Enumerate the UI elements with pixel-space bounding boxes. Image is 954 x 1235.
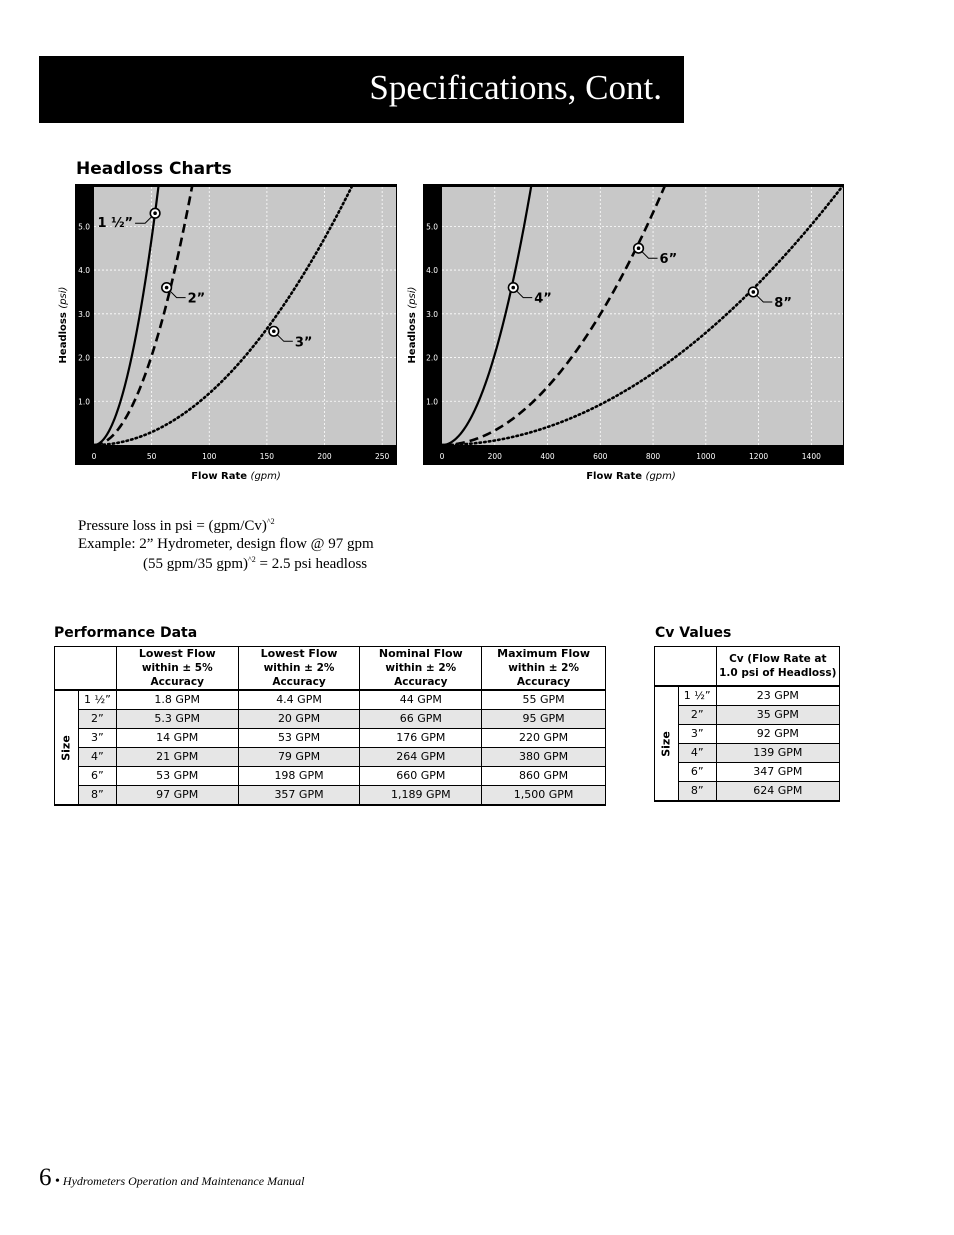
x-tick-label: 1200 bbox=[749, 452, 769, 461]
header-subtitle: (Flow Rate at bbox=[743, 653, 827, 665]
cv-heading: Cv Values bbox=[655, 625, 732, 641]
header-subtitle: within ± 2% Accuracy bbox=[385, 662, 457, 688]
y-tick-label: 3.0 bbox=[78, 309, 90, 319]
series-label: 3” bbox=[294, 335, 313, 351]
plot-area bbox=[442, 187, 843, 445]
header-cv bbox=[716, 647, 839, 687]
performance-heading: Performance Data bbox=[54, 625, 198, 641]
y-axis-label bbox=[407, 287, 418, 364]
table-row bbox=[655, 763, 840, 782]
header-cv-line-1 bbox=[717, 652, 839, 666]
value-cell: 198 GPM bbox=[238, 767, 360, 786]
series-label: 4” bbox=[534, 291, 552, 307]
value-cell: 23 GPM bbox=[716, 686, 839, 706]
y-tick-label: 5.0 bbox=[426, 222, 438, 232]
y-tick-label: 2.0 bbox=[426, 353, 438, 363]
size-column bbox=[55, 690, 79, 805]
x-tick-label: 250 bbox=[375, 452, 390, 461]
footer bbox=[39, 1164, 304, 1192]
footer-text: Hydrometers Operation and Maintenance Manual bbox=[59, 1174, 305, 1188]
footer-separator: • bbox=[51, 1174, 60, 1189]
y-tick-label: 3.0 bbox=[426, 309, 438, 319]
x-tick-label: 400 bbox=[540, 452, 555, 461]
value-cell: 97 GPM bbox=[116, 786, 238, 806]
series-marker-center bbox=[153, 211, 157, 215]
header-subtitle: within ± 2% Accuracy bbox=[508, 662, 579, 688]
table-row bbox=[55, 710, 606, 729]
x-tick-label: 50 bbox=[146, 452, 157, 461]
x-tick-label: 0 bbox=[91, 452, 97, 461]
header-title: Maximum Flow bbox=[497, 647, 590, 660]
value-cell: 53 GPM bbox=[116, 767, 238, 786]
value-cell: 79 GPM bbox=[238, 748, 360, 767]
y-axis-unit: (psi) bbox=[407, 286, 418, 309]
value-cell: 95 GPM bbox=[482, 710, 606, 729]
value-cell: 53 GPM bbox=[238, 729, 360, 748]
y-tick-label: 4.0 bbox=[78, 266, 90, 276]
header-nominal-flow bbox=[360, 647, 482, 691]
size-cell: 4” bbox=[78, 748, 116, 767]
series-marker-center bbox=[511, 286, 515, 290]
header-title: Lowest Flow bbox=[138, 647, 216, 660]
value-cell: 380 GPM bbox=[482, 748, 606, 767]
table-row bbox=[655, 744, 840, 763]
value-cell: 357 GPM bbox=[238, 786, 360, 806]
value-cell: 66 GPM bbox=[360, 710, 482, 729]
headloss-heading: Headloss Charts bbox=[76, 159, 232, 179]
page-title: Specifications, Cont. bbox=[369, 68, 662, 107]
y-tick-label: 5.0 bbox=[78, 222, 90, 232]
value-cell: 660 GPM bbox=[360, 767, 482, 786]
value-cell: 20 GPM bbox=[238, 710, 360, 729]
series-label: 6” bbox=[659, 252, 678, 268]
size-cell: 3” bbox=[78, 729, 116, 748]
x-tick-label: 200 bbox=[317, 452, 332, 461]
x-tick-label: 0 bbox=[439, 452, 445, 461]
x-tick-label: 800 bbox=[645, 452, 661, 461]
y-tick-label: 4.0 bbox=[426, 266, 438, 276]
x-tick-label: 600 bbox=[593, 452, 608, 461]
header-cv-line-2: 1.0 psi of Headloss) bbox=[719, 667, 837, 679]
header-blank-cell bbox=[55, 647, 117, 691]
series-marker-center bbox=[752, 290, 756, 294]
formula-line-3-text: (55 gpm/35 gpm) bbox=[143, 556, 248, 572]
y-axis-title: Headloss bbox=[58, 308, 69, 364]
size-cell: 8” bbox=[678, 782, 716, 802]
header-title: Cv bbox=[729, 653, 744, 665]
size-cell: 2” bbox=[678, 706, 716, 725]
y-tick-label: 2.0 bbox=[78, 353, 90, 363]
value-cell: 5.3 GPM bbox=[116, 710, 238, 729]
x-axis-label bbox=[586, 471, 676, 482]
value-cell: 624 GPM bbox=[716, 782, 839, 802]
x-tick-label: 150 bbox=[259, 452, 275, 461]
size-cell: 3” bbox=[678, 725, 716, 744]
value-cell: 21 GPM bbox=[116, 748, 238, 767]
table-row bbox=[55, 729, 606, 748]
table-row bbox=[655, 725, 840, 744]
header-subtitle: within ± 2% Accuracy bbox=[263, 662, 335, 688]
series-label: 2” bbox=[187, 291, 206, 307]
value-cell: 139 GPM bbox=[716, 744, 839, 763]
value-cell: 860 GPM bbox=[482, 767, 606, 786]
x-axis-title: Flow Rate bbox=[586, 471, 646, 482]
formula-line-3-exponent: ^2 bbox=[248, 555, 256, 564]
y-axis-label bbox=[58, 287, 69, 364]
size-cell: 6” bbox=[78, 767, 116, 786]
x-axis-label bbox=[191, 471, 281, 482]
size-cell: 8” bbox=[78, 786, 116, 806]
value-cell: 220 GPM bbox=[482, 729, 606, 748]
x-tick-label: 200 bbox=[487, 452, 502, 461]
x-axis-unit: (gpm) bbox=[645, 471, 676, 482]
formula-line-3-result: = 2.5 psi headloss bbox=[255, 556, 368, 572]
value-cell: 14 GPM bbox=[116, 729, 238, 748]
header-maximum-flow bbox=[482, 647, 606, 691]
size-cell: 1 ½” bbox=[678, 686, 716, 706]
value-cell: 44 GPM bbox=[360, 690, 482, 710]
header-lowest-flow-2 bbox=[238, 647, 360, 691]
series-marker-center bbox=[165, 286, 169, 290]
header-title: Nominal Flow bbox=[378, 647, 463, 660]
series-label: 8” bbox=[774, 295, 792, 311]
value-cell: 1.8 GPM bbox=[116, 690, 238, 710]
value-cell: 1,189 GPM bbox=[360, 786, 482, 806]
table-row bbox=[655, 706, 840, 725]
header-lowest-flow-5 bbox=[116, 647, 238, 691]
formula-line-3 bbox=[143, 555, 367, 573]
table-row bbox=[655, 782, 840, 802]
size-cell: 1 ½” bbox=[78, 690, 116, 710]
value-cell: 92 GPM bbox=[716, 725, 839, 744]
y-axis-unit: (psi) bbox=[58, 286, 69, 309]
y-axis-title: Headloss bbox=[407, 308, 418, 364]
page-number: 6 bbox=[39, 1164, 52, 1191]
cv-header-row bbox=[655, 647, 840, 687]
series-label: 1 ½” bbox=[97, 216, 134, 232]
size-cell: 6” bbox=[678, 763, 716, 782]
value-cell: 1,500 GPM bbox=[482, 786, 606, 806]
x-tick-label: 1000 bbox=[696, 452, 716, 461]
size-column bbox=[655, 686, 679, 801]
header-blank-cell bbox=[655, 647, 717, 687]
table-row bbox=[55, 786, 606, 806]
table-row bbox=[655, 686, 840, 706]
x-tick-label: 1400 bbox=[801, 452, 821, 461]
x-axis-unit: (gpm) bbox=[250, 471, 281, 482]
formula-line-1 bbox=[78, 517, 275, 535]
performance-header-row bbox=[55, 647, 606, 691]
formula-line-1-text: Pressure loss in psi = (gpm/Cv) bbox=[78, 518, 267, 534]
formula-line-1-exponent: ^2 bbox=[266, 517, 275, 526]
x-tick-label: 100 bbox=[202, 452, 217, 461]
headloss-charts bbox=[0, 0, 954, 500]
value-cell: 55 GPM bbox=[482, 690, 606, 710]
formula-line-2: Example: 2” Hydrometer, design flow @ 97 gpm bbox=[78, 536, 374, 552]
performance-table bbox=[54, 646, 606, 806]
table-row bbox=[55, 748, 606, 767]
size-label: Size bbox=[659, 730, 673, 757]
series-marker-center bbox=[272, 330, 276, 334]
header-title: Lowest Flow bbox=[260, 647, 338, 660]
table-row bbox=[55, 767, 606, 786]
y-tick-label: 1.0 bbox=[78, 397, 90, 407]
value-cell: 347 GPM bbox=[716, 763, 839, 782]
x-axis-title: Flow Rate bbox=[191, 471, 251, 482]
header-subtitle: within ± 5% Accuracy bbox=[141, 662, 213, 688]
value-cell: 35 GPM bbox=[716, 706, 839, 725]
table-row bbox=[55, 690, 606, 710]
cv-table bbox=[654, 646, 840, 802]
series-marker-center bbox=[637, 246, 641, 250]
value-cell: 176 GPM bbox=[360, 729, 482, 748]
value-cell: 264 GPM bbox=[360, 748, 482, 767]
value-cell: 4.4 GPM bbox=[238, 690, 360, 710]
size-cell: 2” bbox=[78, 710, 116, 729]
size-cell: 4” bbox=[678, 744, 716, 763]
size-label: Size bbox=[59, 734, 73, 761]
y-tick-label: 1.0 bbox=[426, 397, 438, 407]
